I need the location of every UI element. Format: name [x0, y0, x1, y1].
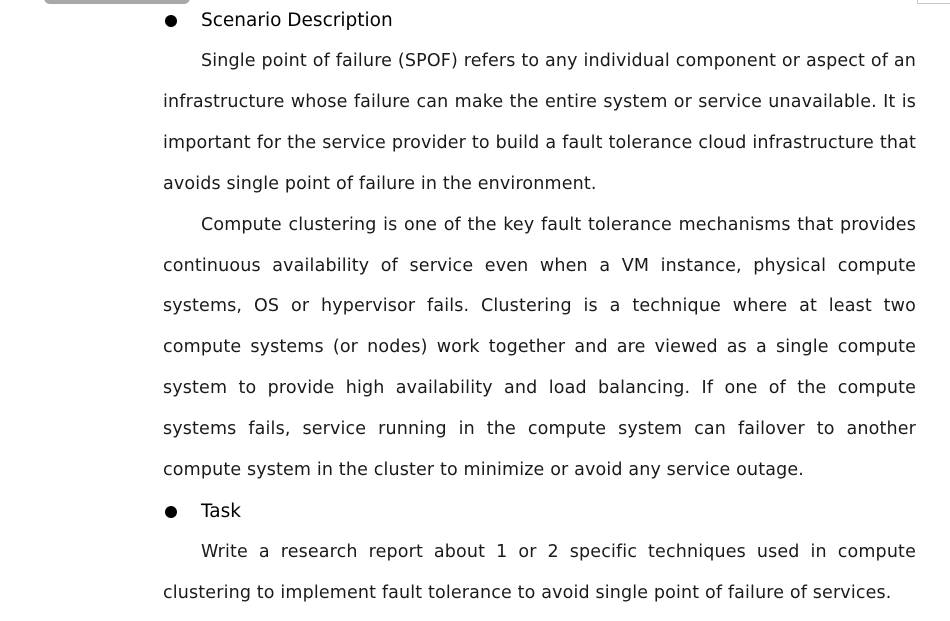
paragraph-task: Write a research report about 1 or 2 specific techniques used in compute clustering to implement fault tolerance to avoid single point of failure of services. — [163, 541, 916, 603]
section-heading-task — [163, 491, 916, 532]
bullet-icon — [165, 15, 177, 27]
corner-frame — [917, 0, 950, 4]
section-heading-scenario — [163, 0, 916, 41]
bullet-icon — [165, 506, 177, 518]
paragraph-clustering: Compute clustering is one of the key fault tolerance mechanisms that provides continuous availability of service even when a VM instance, physical compute systems, OS or hypervisor fails. Clustering is a technique where at least two compute systems (or nodes) work together and are viewed as a single compute system to provide high availability and load balancing. If one of the compute systems fails, service running in the compute system can failover to another compute system in the cluster to minimize or avoid any service outage. — [163, 214, 916, 481]
heading-text: Task — [201, 500, 241, 522]
document-body — [163, 0, 916, 614]
paragraph-spof: Single point of failure (SPOF) refers to any individual component or aspect of an infrastructure whose failure can make the entire system or service unavailable. It is important for the service provider to build a fault tolerance cloud infrastructure that avoids single point of failure in the environment. — [163, 51, 916, 194]
heading-text: Scenario Description — [201, 10, 393, 31]
